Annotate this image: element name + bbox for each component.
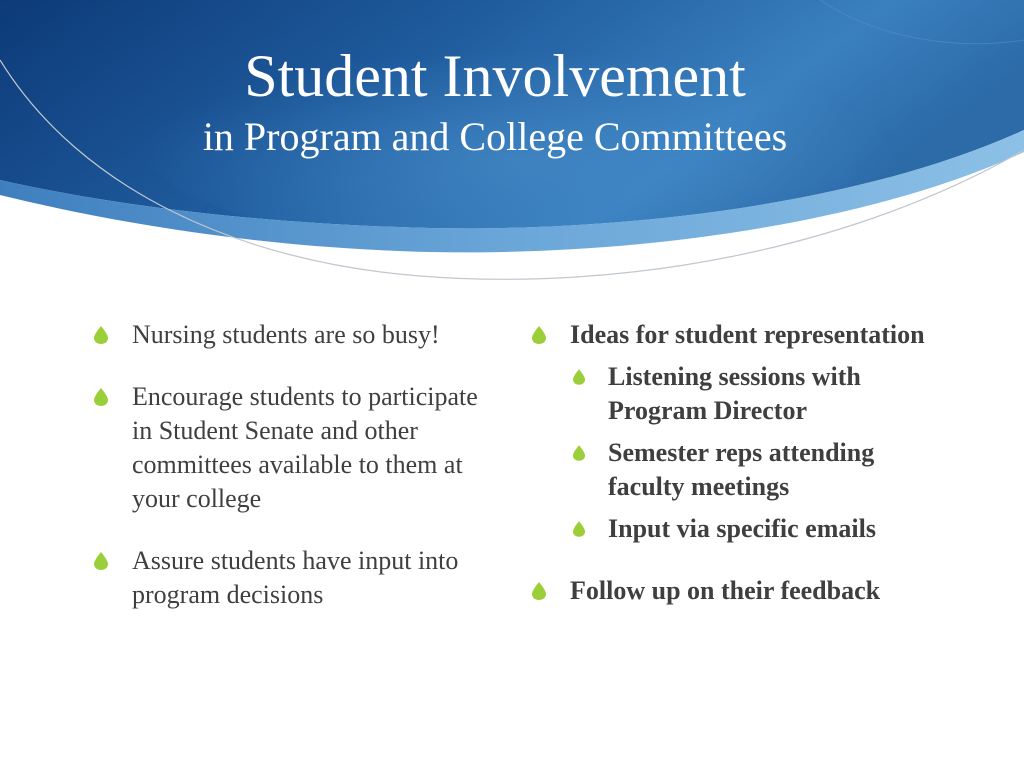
water-drop-icon <box>92 380 110 414</box>
slide-title: Student Involvement <box>244 43 746 109</box>
water-drop-icon <box>92 318 110 352</box>
sub-list-item <box>570 436 950 504</box>
bullet-text: Encourage students to participate in Student Senate and other committees available to them at your college <box>132 382 478 513</box>
list-item <box>530 574 950 608</box>
list-item <box>92 544 502 612</box>
list-item <box>92 318 502 352</box>
sub-list-item <box>570 360 950 428</box>
title-block <box>0 40 990 162</box>
sub-list-item <box>570 512 950 546</box>
right-column <box>530 318 950 608</box>
left-column <box>92 318 502 612</box>
water-drop-icon <box>570 360 588 394</box>
water-drop-icon <box>570 436 588 470</box>
slide-subtitle: in Program and College Committees <box>202 114 788 159</box>
bullet-text: Nursing students are so busy! <box>132 320 440 349</box>
sub-bullet-text: Semester reps attending faculty meetings <box>608 438 875 501</box>
bullet-heading: Ideas for student representation <box>570 320 925 349</box>
bullet-text: Follow up on their feedback <box>570 576 881 605</box>
water-drop-icon <box>530 574 548 608</box>
water-drop-icon <box>92 544 110 578</box>
list-item <box>92 380 502 516</box>
bullet-text: Assure students have input into program decisions <box>132 546 459 609</box>
water-drop-icon <box>570 512 588 546</box>
sub-bullet-text: Listening sessions with Program Director <box>608 362 861 425</box>
water-drop-icon <box>530 318 548 352</box>
sub-bullet-text: Input via specific emails <box>608 514 876 543</box>
list-item <box>530 318 950 352</box>
